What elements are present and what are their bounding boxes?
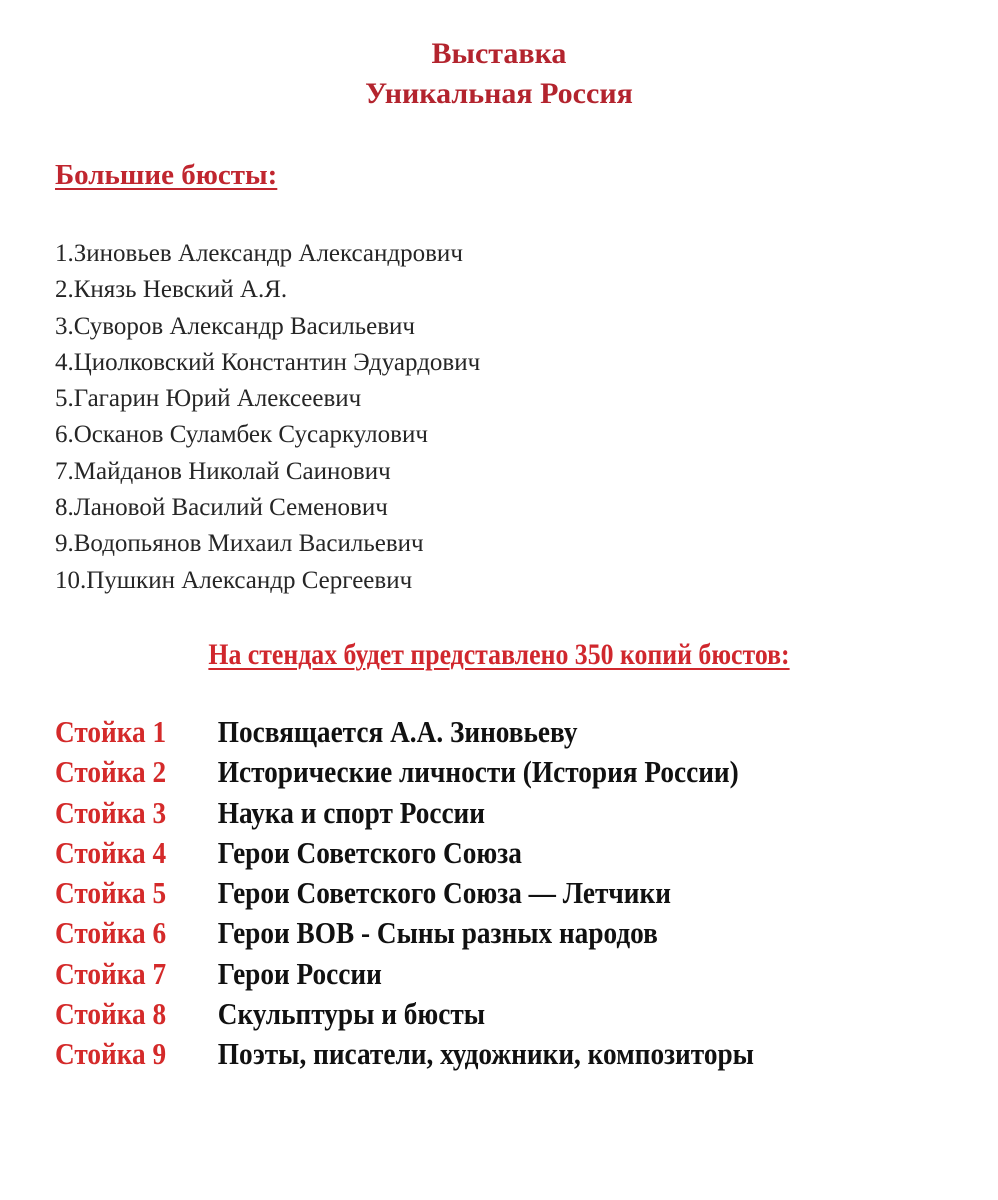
stand-label: Стойка 5	[55, 875, 167, 911]
stand-item	[55, 752, 754, 792]
stand-description: Герои Советского Союза	[217, 834, 522, 870]
stand-item	[55, 913, 754, 953]
stand-label: Стойка 1	[55, 714, 167, 749]
stand-description: Скульптуры и бюсты	[217, 996, 486, 1032]
list-item: 3.Суворов Александр Васильевич	[55, 312, 415, 340]
stand-item	[55, 873, 754, 913]
stand-label: Стойка 4	[55, 834, 167, 870]
stand-item	[55, 994, 754, 1034]
document-title-line2: Уникальная Россия	[365, 77, 633, 110]
stand-description: Герои Советского Союза — Летчики	[217, 875, 671, 911]
list-item: 5.Гагарин Юрий Алексеевич	[55, 385, 362, 413]
stand-item	[55, 954, 754, 994]
stand-description: Поэты, писатели, художники, композиторы	[217, 1036, 754, 1072]
big-busts-heading: Большие бюсты:	[55, 159, 278, 191]
list-item: 8.Лановой Василий Семенович	[55, 494, 388, 522]
stand-item	[55, 1034, 754, 1074]
stand-item	[55, 712, 754, 752]
document-title-line1: Выставка	[431, 37, 567, 70]
stand-description: Посвящается А.А. Зиновьеву	[217, 714, 578, 749]
stands-heading: На стендах будет представлено 350 копий бюстов:	[208, 638, 790, 671]
list-item: 7.Майданов Николай Саинович	[55, 457, 391, 485]
stand-description: Герои ВОВ - Сыны разных народов	[217, 915, 658, 951]
list-item: 2.Князь Невский А.Я.	[55, 276, 288, 304]
stand-item	[55, 833, 754, 873]
stand-label: Стойка 2	[55, 754, 167, 790]
stand-label: Стойка 8	[55, 996, 167, 1032]
stand-label: Стойка 3	[55, 794, 167, 830]
list-item: 4.Циолковский Константин Эдуардович	[55, 348, 481, 376]
list-item: 1.Зиновьев Александр Александрович	[55, 240, 463, 267]
stand-description: Исторические личности (История России)	[217, 754, 739, 790]
list-item: 9.Водопьянов Михаил Васильевич	[55, 530, 424, 558]
stand-label: Стойка 9	[55, 1036, 167, 1072]
list-item: 6.Осканов Суламбек Сусаркулович	[55, 421, 428, 449]
stand-description: Герои России	[217, 955, 382, 991]
list-item: 10.Пушкин Александр Сергеевич	[55, 566, 413, 594]
big-busts-list	[55, 236, 480, 599]
stand-label: Стойка 6	[55, 915, 167, 951]
stands-list	[55, 712, 754, 1075]
stand-label: Стойка 7	[55, 955, 167, 991]
stand-description: Наука и спорт России	[217, 794, 486, 830]
stand-item	[55, 793, 754, 833]
